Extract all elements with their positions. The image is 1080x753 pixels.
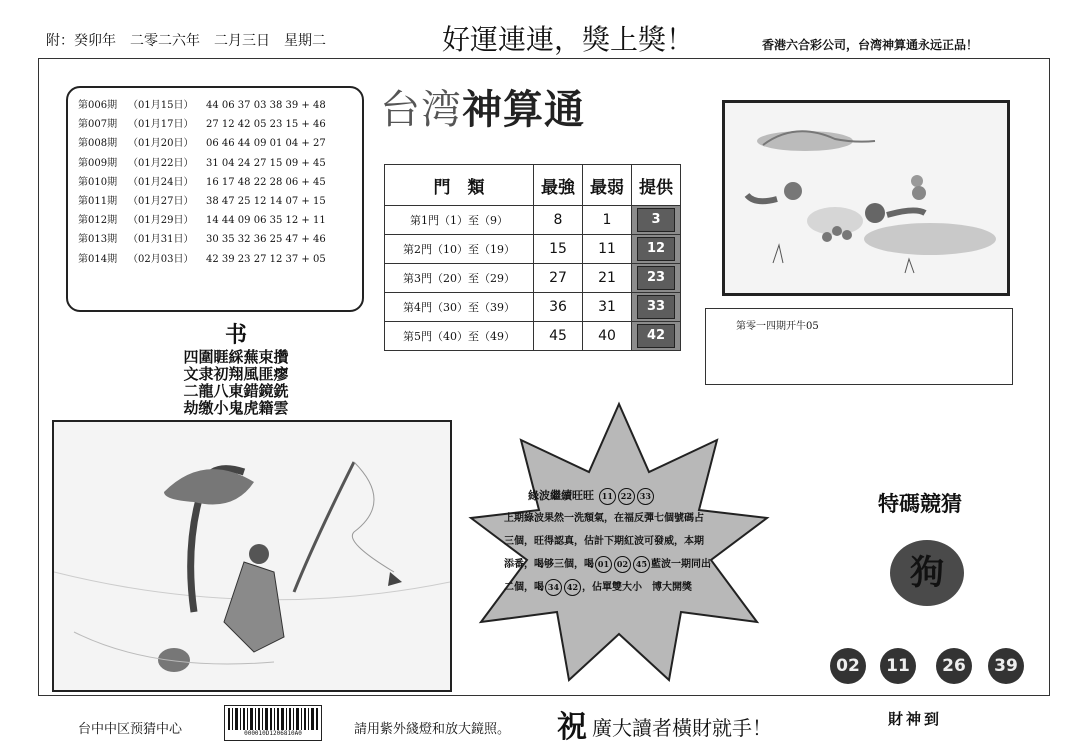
number-ball: 02 (830, 648, 866, 684)
book-line: 二龍八東錯鏡銑 (183, 382, 289, 400)
star-line-3-nums (594, 559, 651, 570)
provide-cell (632, 206, 681, 235)
footer-left: 台中中区预猜中心 (78, 722, 183, 737)
zodiac-ball: 狗 (890, 540, 964, 606)
history-box (66, 86, 364, 312)
barcode-icon (226, 708, 321, 730)
history-period: 第010期 (78, 176, 118, 188)
circled-number: 11 (599, 488, 616, 505)
circled-number: 33 (637, 488, 654, 505)
star-line-2: 三個，旺得認真，估計下期紅波可發威，本期 (504, 536, 704, 547)
door-label: 第1門（1）至（9） (385, 206, 534, 235)
history-nums: 14 44 09 06 35 12 + 11 (206, 215, 326, 227)
book-line: 四圍睚綵蕪束攢 (183, 348, 289, 366)
book-title: 书 (224, 322, 247, 348)
circled-number: 45 (633, 556, 650, 573)
slogan: 好運連連，獎上獎！ (442, 23, 695, 56)
issue-note: 第零一四期开牛05 (705, 308, 1013, 385)
history-row (78, 192, 356, 211)
history-date: （02月03日） (128, 253, 194, 265)
door-label: 第2門（10）至（19） (385, 235, 534, 264)
th-max: 最強 (534, 165, 583, 206)
history-period: 第011期 (78, 196, 118, 208)
footer-right: 財神到 (888, 710, 943, 728)
circled-number: 22 (618, 488, 635, 505)
provide-value: 3 (637, 208, 675, 232)
star-headline-row (504, 484, 750, 507)
door-label: 第3門（20）至（29） (385, 264, 534, 293)
barcode (224, 705, 322, 741)
star-line-3 (504, 553, 750, 576)
history-row (78, 154, 356, 173)
history-period: 第008期 (78, 138, 118, 150)
history-row (78, 250, 356, 269)
max-value: 8 (534, 206, 583, 235)
history-nums: 44 06 37 03 38 39 + 48 (206, 100, 326, 111)
history-row (78, 173, 356, 192)
table-header-row (385, 165, 681, 206)
blessing: 廣大讀者橫財就手！ (592, 716, 772, 740)
squirrel-illustration (722, 100, 1010, 296)
history-row (78, 134, 356, 153)
history-date: （01月31日） (128, 234, 194, 246)
history-row (78, 230, 356, 249)
number-ball: 11 (880, 648, 916, 684)
history-date: （01月29日） (128, 215, 194, 227)
blessing-big: 祝 (557, 710, 587, 745)
history-date: （01月24日） (128, 176, 194, 188)
door-label: 第5門（40）至（49） (385, 322, 534, 351)
number-ball: 26 (936, 648, 972, 684)
squirrel-scene-icon (725, 103, 1007, 293)
star-line-4-nums (544, 582, 582, 593)
provide-cell (632, 264, 681, 293)
history-period: 第013期 (78, 234, 118, 246)
provide-value: 23 (637, 266, 675, 290)
min-value: 21 (583, 264, 632, 293)
history-nums: 42 39 23 27 12 37 + 05 (206, 253, 326, 265)
door-table (384, 164, 681, 351)
table-row (385, 206, 681, 235)
history-nums: 16 17 48 22 28 06 + 45 (206, 176, 326, 188)
circled-number: 01 (595, 556, 612, 573)
door-label: 第4門（30）至（39） (385, 293, 534, 322)
max-value: 36 (534, 293, 583, 322)
table-row (385, 264, 681, 293)
provide-value: 33 (637, 295, 675, 319)
brand-part2: 神算通 (462, 86, 585, 133)
book-section (168, 318, 304, 417)
circled-number: 42 (564, 579, 581, 596)
min-value: 40 (583, 322, 632, 351)
min-value: 11 (583, 235, 632, 264)
circled-number: 34 (545, 579, 562, 596)
history-period: 第012期 (78, 215, 118, 227)
book-line: 劫缴小鬼虎籍雲 (183, 399, 289, 417)
table-row (385, 293, 681, 322)
star-line-3-tail: 藍波一期同出 (651, 559, 711, 570)
star-line-3-text: 添番，喝够三個，喝 (504, 559, 594, 570)
fisherman-scene-icon (54, 422, 450, 690)
provide-value: 12 (637, 237, 675, 261)
star-content (504, 484, 750, 599)
barcode-text: 000010D1206810A0 (244, 730, 302, 737)
history-date: （01月15日） (128, 100, 194, 111)
provide-cell (632, 322, 681, 351)
book-lines (168, 349, 304, 417)
min-value: 1 (583, 206, 632, 235)
history-row (78, 211, 356, 230)
history-row (78, 115, 356, 134)
book-line: 文隶初翔風匪瘳 (183, 365, 289, 383)
table-row (385, 322, 681, 351)
table-row (385, 235, 681, 264)
history-date: （01月17日） (128, 119, 194, 131)
max-value: 15 (534, 235, 583, 264)
history-nums: 27 12 42 05 23 15 + 46 (206, 119, 326, 131)
brand-part1: 台湾 (380, 87, 462, 133)
provide-value: 42 (637, 324, 675, 348)
history-date: （01月20日） (128, 138, 194, 150)
history-period: 第007期 (78, 119, 118, 131)
history-list (78, 96, 356, 269)
max-value: 45 (534, 322, 583, 351)
star-line-4-text: 二個，喝 (504, 582, 544, 593)
star-headline: 綠波繼續旺旺 (528, 489, 594, 502)
provide-cell (632, 293, 681, 322)
th-provide: 提供 (632, 165, 681, 206)
history-period: 第006期 (78, 100, 118, 111)
brand-title (380, 78, 585, 135)
star-line-1: 上期綠波果然一洗頹氣，在福反彈七個號碼占 (504, 513, 704, 524)
history-row (78, 96, 356, 115)
star-line-5-text: 佔單雙大小 博大開獎 (592, 582, 692, 593)
history-period: 第009期 (78, 157, 118, 169)
star-line-4: 二個，喝 34 42 ，佔單雙大小 博大開獎 (504, 576, 750, 599)
history-date: （01月22日） (128, 157, 194, 169)
provide-cell (632, 235, 681, 264)
th-min: 最弱 (583, 165, 632, 206)
history-nums: 31 04 24 27 15 09 + 45 (206, 157, 326, 169)
history-nums: 30 35 32 36 25 47 + 46 (206, 234, 326, 246)
right-note: 香港六合彩公司，台湾神算通永远正品！ (762, 38, 979, 52)
min-value: 31 (583, 293, 632, 322)
max-value: 27 (534, 264, 583, 293)
special-title: 特碼競猜 (878, 491, 962, 516)
star-headline-nums (598, 489, 655, 502)
fisherman-illustration (52, 420, 452, 692)
history-period: 第014期 (78, 253, 118, 265)
circled-number: 02 (614, 556, 631, 573)
date-line: 附：癸卯年 二零二六年 二月三日 星期二 (46, 33, 326, 49)
history-nums: 06 46 44 09 01 04 + 27 (206, 138, 326, 150)
history-nums: 38 47 25 12 14 07 + 15 (206, 196, 326, 208)
footer-mid: 請用紫外綫燈和放大鏡照。 (354, 722, 511, 737)
history-date: （01月27日） (128, 196, 194, 208)
number-ball: 39 (988, 648, 1024, 684)
th-category: 門 類 (385, 165, 534, 206)
